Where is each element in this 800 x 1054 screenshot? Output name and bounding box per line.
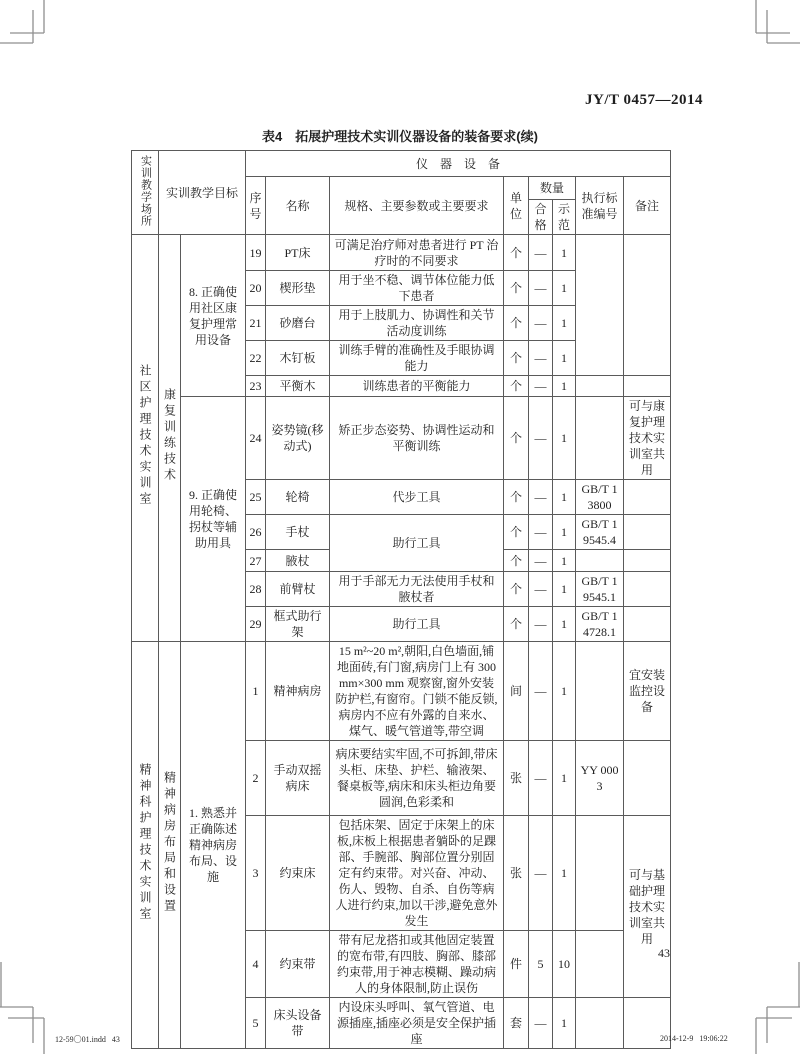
spec-cell: 用于上肢肌力、协调性和关节活动度训练 bbox=[330, 306, 504, 341]
document-number: JY/T 0457—2014 bbox=[585, 92, 703, 108]
seq-cell: 26 bbox=[246, 515, 266, 550]
remark-cell bbox=[624, 235, 671, 376]
unit-cell: 个 bbox=[504, 341, 529, 376]
remark-cell bbox=[624, 572, 671, 607]
qty-demo-cell: 1 bbox=[553, 816, 576, 931]
header-cell: 示范 bbox=[553, 200, 576, 235]
name-cell: 手动双摇病床 bbox=[266, 741, 330, 816]
seq-cell: 24 bbox=[246, 397, 266, 480]
qty-qualified-cell: — bbox=[529, 341, 553, 376]
equipment-requirements-table bbox=[131, 150, 671, 1049]
qty-qualified-cell: — bbox=[529, 572, 553, 607]
name-cell: 木钉板 bbox=[266, 341, 330, 376]
spec-cell: 助行工具 bbox=[330, 607, 504, 642]
remark-cell bbox=[624, 741, 671, 816]
name-cell: 床头设备带 bbox=[266, 998, 330, 1049]
unit-cell: 个 bbox=[504, 607, 529, 642]
seq-cell: 27 bbox=[246, 550, 266, 572]
standard-cell bbox=[576, 376, 624, 397]
objective-cell: 1. 熟悉并正确陈述精神病房布局、设施 bbox=[181, 642, 246, 1049]
vertical-label: 实训教学场所 bbox=[139, 154, 152, 227]
spec-cell: 内设床头呼叫、氧气管道、电源插座,插座必须是安全保护插座 bbox=[330, 998, 504, 1049]
name-cell: 姿势镜(移动式) bbox=[266, 397, 330, 480]
remark-cell bbox=[624, 480, 671, 515]
spec-cell: 代步工具 bbox=[330, 480, 504, 515]
spec-cell: 可满足治疗师对患者进行 PT 治疗时的不同要求 bbox=[330, 235, 504, 271]
qty-qualified-cell: — bbox=[529, 816, 553, 931]
unit-cell: 套 bbox=[504, 998, 529, 1049]
page-number: 43 bbox=[658, 946, 670, 960]
category-cell bbox=[159, 235, 181, 642]
qty-demo-cell: 1 bbox=[553, 480, 576, 515]
objective-cell: 9. 正确使用轮椅、拐杖等辅助用具 bbox=[181, 397, 246, 642]
name-cell: 平衡木 bbox=[266, 376, 330, 397]
name-cell: 手杖 bbox=[266, 515, 330, 550]
header-cell: 备注 bbox=[624, 177, 671, 235]
header-cell: 名称 bbox=[266, 177, 330, 235]
equipment-table-host bbox=[131, 150, 671, 1049]
name-cell: 精神病房 bbox=[266, 642, 330, 741]
remark-cell bbox=[624, 376, 671, 397]
name-cell: 轮椅 bbox=[266, 480, 330, 515]
qty-demo-cell: 1 bbox=[553, 642, 576, 741]
qty-qualified-cell: — bbox=[529, 607, 553, 642]
header-cell: 实训教学目标 bbox=[159, 151, 246, 235]
name-cell: 框式助行架 bbox=[266, 607, 330, 642]
spec-cell: 病床要结实牢固,不可拆卸,带床头柜、床垫、护栏、输液架、餐桌板等,病床和床头柜边角要圆润,色彩柔和 bbox=[330, 741, 504, 816]
qty-qualified-cell: — bbox=[529, 235, 553, 271]
venue-cell bbox=[132, 235, 159, 642]
seq-cell: 5 bbox=[246, 998, 266, 1049]
standard-cell: GB/T 14728.1 bbox=[576, 607, 624, 642]
name-cell: 约束带 bbox=[266, 931, 330, 998]
header-cell: 规格、主要参数或主要要求 bbox=[330, 177, 504, 235]
header-cell: 合格 bbox=[529, 200, 553, 235]
qty-qualified-cell: — bbox=[529, 306, 553, 341]
spec-cell: 训练患者的平衡能力 bbox=[330, 376, 504, 397]
seq-cell: 1 bbox=[246, 642, 266, 741]
table-row bbox=[132, 151, 671, 177]
print-timestamp: 2014-12-9 19:06:22 bbox=[660, 1034, 728, 1043]
seq-cell: 29 bbox=[246, 607, 266, 642]
objective-cell: 8. 正确使用社区康复护理常用设备 bbox=[181, 235, 246, 397]
seq-cell: 25 bbox=[246, 480, 266, 515]
unit-cell: 个 bbox=[504, 306, 529, 341]
qty-qualified-cell: 5 bbox=[529, 931, 553, 998]
qty-qualified-cell: — bbox=[529, 480, 553, 515]
unit-cell: 件 bbox=[504, 931, 529, 998]
category-cell bbox=[159, 642, 181, 1049]
unit-cell: 张 bbox=[504, 816, 529, 931]
vertical-label: 社区护理技术实训室 bbox=[138, 364, 152, 508]
name-cell: 砂磨台 bbox=[266, 306, 330, 341]
qty-demo-cell: 1 bbox=[553, 572, 576, 607]
header-cell: 仪 器 设 备 bbox=[246, 151, 671, 177]
qty-demo-cell: 1 bbox=[553, 515, 576, 550]
unit-cell: 个 bbox=[504, 572, 529, 607]
table-row bbox=[132, 397, 671, 480]
vertical-label: 精神病房布局和设置 bbox=[162, 771, 177, 915]
seq-cell: 21 bbox=[246, 306, 266, 341]
standard-cell bbox=[576, 642, 624, 741]
qty-demo-cell: 10 bbox=[553, 931, 576, 998]
seq-cell: 22 bbox=[246, 341, 266, 376]
seq-cell: 2 bbox=[246, 741, 266, 816]
seq-cell: 4 bbox=[246, 931, 266, 998]
table-row bbox=[132, 642, 671, 741]
qty-demo-cell: 1 bbox=[553, 376, 576, 397]
qty-demo-cell: 1 bbox=[553, 306, 576, 341]
remark-cell bbox=[624, 607, 671, 642]
seq-cell: 28 bbox=[246, 572, 266, 607]
print-filename: 12-59〇01.indd 43 bbox=[55, 1035, 120, 1044]
standard-cell: YY 0003 bbox=[576, 741, 624, 816]
spec-cell: 用于手部无力无法使用手杖和腋杖者 bbox=[330, 572, 504, 607]
name-cell: 约束床 bbox=[266, 816, 330, 931]
spec-cell: 用于坐不稳、调节体位能力低下患者 bbox=[330, 271, 504, 306]
unit-cell: 个 bbox=[504, 235, 529, 271]
spec-cell: 15 m²~20 m²,朝阳,白色墙面,铺地面砖,有门窗,病房门上有 300 mm×300 mm 观察窗,窗外安装防护栏,有窗帘。门锁不能反锁,病房内不应有外露的自来水、煤气、暖气管道等,带空调 bbox=[330, 642, 504, 741]
qty-demo-cell: 1 bbox=[553, 741, 576, 816]
standard-cell bbox=[576, 235, 624, 376]
qty-demo-cell: 1 bbox=[553, 998, 576, 1049]
remark-cell bbox=[624, 515, 671, 550]
spec-cell: 带有尼龙搭扣或其他固定装置的宽布带,有四肢、胸部、膝部约束带,用于神志模糊、躁动病人的身体限制,防止误伤 bbox=[330, 931, 504, 998]
standard-cell bbox=[576, 816, 624, 931]
remark-cell: 可与基础护理技术实训室共用 bbox=[624, 816, 671, 998]
header-cell: 数量 bbox=[529, 177, 576, 200]
qty-demo-cell: 1 bbox=[553, 341, 576, 376]
remark-cell: 宜安装监控设备 bbox=[624, 642, 671, 741]
seq-cell: 23 bbox=[246, 376, 266, 397]
header-cell: 执行标准编号 bbox=[576, 177, 624, 235]
spec-cell: 助行工具 bbox=[330, 515, 504, 572]
header-cell: 单位 bbox=[504, 177, 529, 235]
seq-cell: 3 bbox=[246, 816, 266, 931]
qty-demo-cell: 1 bbox=[553, 607, 576, 642]
remark-cell: 可与康复护理技术实训室共用 bbox=[624, 397, 671, 480]
qty-qualified-cell: — bbox=[529, 515, 553, 550]
qty-qualified-cell: — bbox=[529, 550, 553, 572]
header-cell: 序号 bbox=[246, 177, 266, 235]
venue-cell bbox=[132, 642, 159, 1049]
unit-cell: 张 bbox=[504, 741, 529, 816]
name-cell: 腋杖 bbox=[266, 550, 330, 572]
qty-qualified-cell: — bbox=[529, 271, 553, 306]
unit-cell: 个 bbox=[504, 550, 529, 572]
spec-cell: 包括床架、固定于床架上的床板,床板上根据患者躺卧的足踝部、手腕部、胸部位置分别固定有约束带。对兴奋、冲动、伤人、毁物、自杀、自伤等病人进行约束,加以干涉,避免意外发生 bbox=[330, 816, 504, 931]
standard-cell: GB/T 19545.4 bbox=[576, 515, 624, 550]
qty-qualified-cell: — bbox=[529, 741, 553, 816]
unit-cell: 个 bbox=[504, 515, 529, 550]
seq-cell: 19 bbox=[246, 235, 266, 271]
standard-cell: GB/T 13800 bbox=[576, 480, 624, 515]
unit-cell: 个 bbox=[504, 397, 529, 480]
seq-cell: 20 bbox=[246, 271, 266, 306]
qty-qualified-cell: — bbox=[529, 397, 553, 480]
standard-cell: GB/T 19545.1 bbox=[576, 572, 624, 607]
remark-cell bbox=[624, 550, 671, 572]
unit-cell: 间 bbox=[504, 642, 529, 741]
standard-cell bbox=[576, 550, 624, 572]
name-cell: 楔形垫 bbox=[266, 271, 330, 306]
unit-cell: 个 bbox=[504, 480, 529, 515]
name-cell: 前臂杖 bbox=[266, 572, 330, 607]
table-row bbox=[132, 235, 671, 271]
spec-cell: 训练手臂的准确性及手眼协调能力 bbox=[330, 341, 504, 376]
spec-cell: 矫正步态姿势、协调性运动和平衡训练 bbox=[330, 397, 504, 480]
standard-cell bbox=[576, 931, 624, 998]
table-caption: 表4 拓展护理技术实训仪器设备的装备要求(续) bbox=[262, 129, 538, 144]
name-cell: PT床 bbox=[266, 235, 330, 271]
qty-qualified-cell: — bbox=[529, 376, 553, 397]
qty-qualified-cell: — bbox=[529, 998, 553, 1049]
standard-cell bbox=[576, 397, 624, 480]
qty-demo-cell: 1 bbox=[553, 550, 576, 572]
qty-demo-cell: 1 bbox=[553, 397, 576, 480]
vertical-label: 康复训练技术 bbox=[162, 388, 177, 484]
standard-cell bbox=[576, 998, 624, 1049]
header-venue-cell bbox=[132, 151, 159, 235]
qty-demo-cell: 1 bbox=[553, 235, 576, 271]
unit-cell: 个 bbox=[504, 271, 529, 306]
qty-demo-cell: 1 bbox=[553, 271, 576, 306]
vertical-label: 精神科护理技术实训室 bbox=[138, 763, 152, 923]
unit-cell: 个 bbox=[504, 376, 529, 397]
qty-qualified-cell: — bbox=[529, 642, 553, 741]
